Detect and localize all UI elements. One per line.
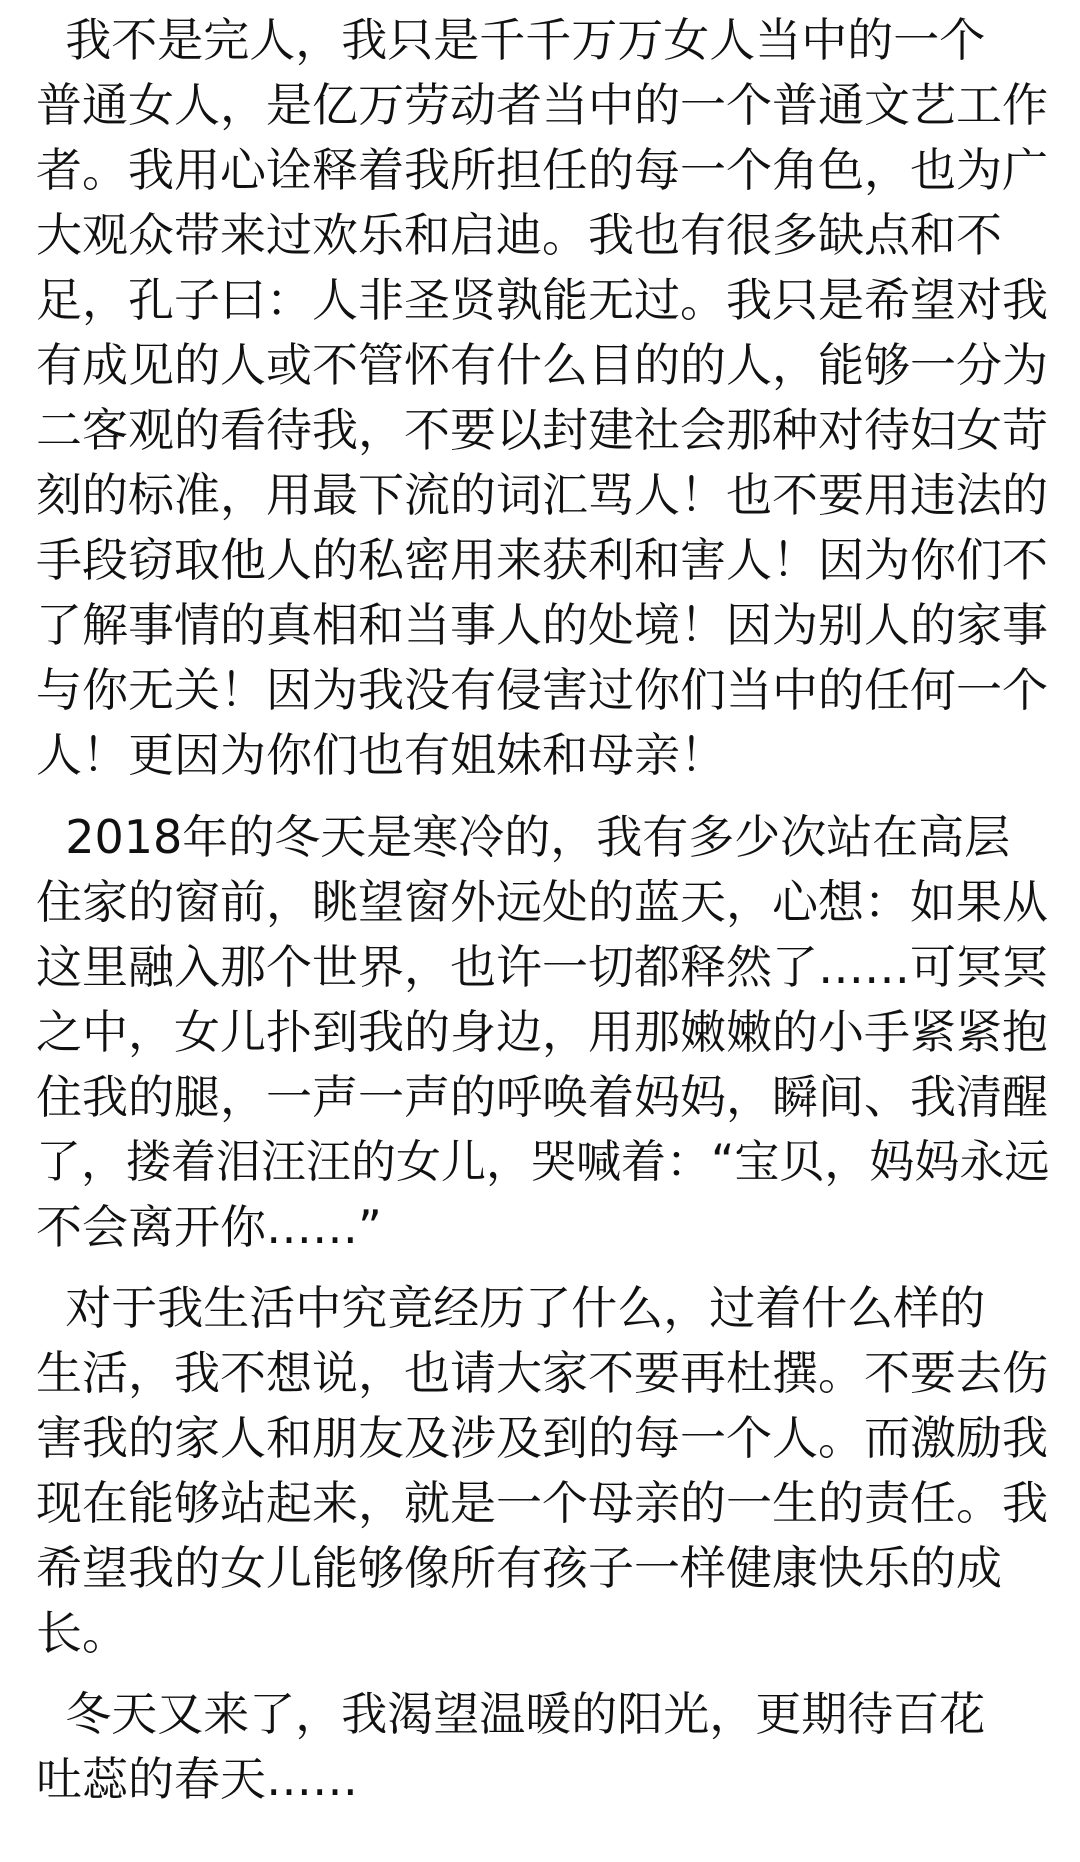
text-line-18: 了，搂着泪汪汪的女儿，哭喊着：“宝贝，妈妈永远 (36, 1135, 1050, 1188)
text-line-8: 刻的标准，用最下流的词汇骂人！也不要用违法的 (36, 468, 1048, 522)
text-line-13: 2018年的冬天是寒冷的，我有多少次站在高层 (36, 810, 1011, 864)
text-line-7: 二客观的看待我，不要以封建社会那种对待妇女苛 (36, 403, 1048, 457)
text-line-9: 手段窃取他人的私密用来获利和害人！因为你们不 (36, 533, 1048, 587)
text-line-21: 生活，我不想说，也请大家不要再杜撰。不要去伤 (36, 1346, 1048, 1400)
text-line-26: 冬天又来了，我渴望温暖的阳光，更期待百花 (36, 1687, 986, 1741)
text-line-5: 足，孔子曰：人非圣贤孰能无过。我只是希望对我 (36, 273, 1048, 327)
text-line-2: 普通女人，是亿万劳动者当中的一个普通文艺工作 (36, 78, 1048, 132)
text-line-25: 长。 (36, 1606, 128, 1660)
text-line-17: 住我的腿，一声一声的呼唤着妈妈，瞬间、我清醒 (36, 1070, 1048, 1124)
text-line-12: 人！更因为你们也有姐妹和母亲！ (36, 728, 726, 782)
text-line-11: 与你无关！因为我没有侵害过你们当中的任何一个 (36, 663, 1048, 717)
text-line-27: 吐蕊的春天…… (36, 1752, 358, 1806)
text-line-20: 对于我生活中究竟经历了什么，过着什么样的 (36, 1281, 986, 1335)
text-line-23: 现在能够站起来，就是一个母亲的一生的责任。我 (36, 1476, 1048, 1530)
text-line-6: 有成见的人或不管怀有什么目的的人，能够一分为 (36, 338, 1048, 392)
text-line-24: 希望我的女儿能够像所有孩子一样健康快乐的成 (36, 1541, 1002, 1595)
text-line-15: 这里融入那个世界，也许一切都释然了……可冥冥 (36, 940, 1048, 994)
text-line-1: 我不是完人，我只是千千万万女人当中的一个 (36, 13, 986, 67)
text-line-4: 大观众带来过欢乐和启迪。我也有很多缺点和不 (36, 208, 1002, 262)
text-line-3: 者。我用心诠释着我所担任的每一个角色，也为广 (36, 143, 1048, 197)
text-line-16: 之中，女儿扑到我的身边，用那嫩嫩的小手紧紧抱 (36, 1005, 1048, 1059)
text-line-19: 不会离开你……” (36, 1200, 382, 1254)
text-line-22: 害我的家人和朋友及涉及到的每一个人。而激励我 (36, 1411, 1048, 1465)
text-line-10: 了解事情的真相和当事人的处境！因为别人的家事 (36, 598, 1048, 652)
text-line-14: 住家的窗前，眺望窗外远处的蓝天，心想：如果从 (36, 875, 1048, 929)
